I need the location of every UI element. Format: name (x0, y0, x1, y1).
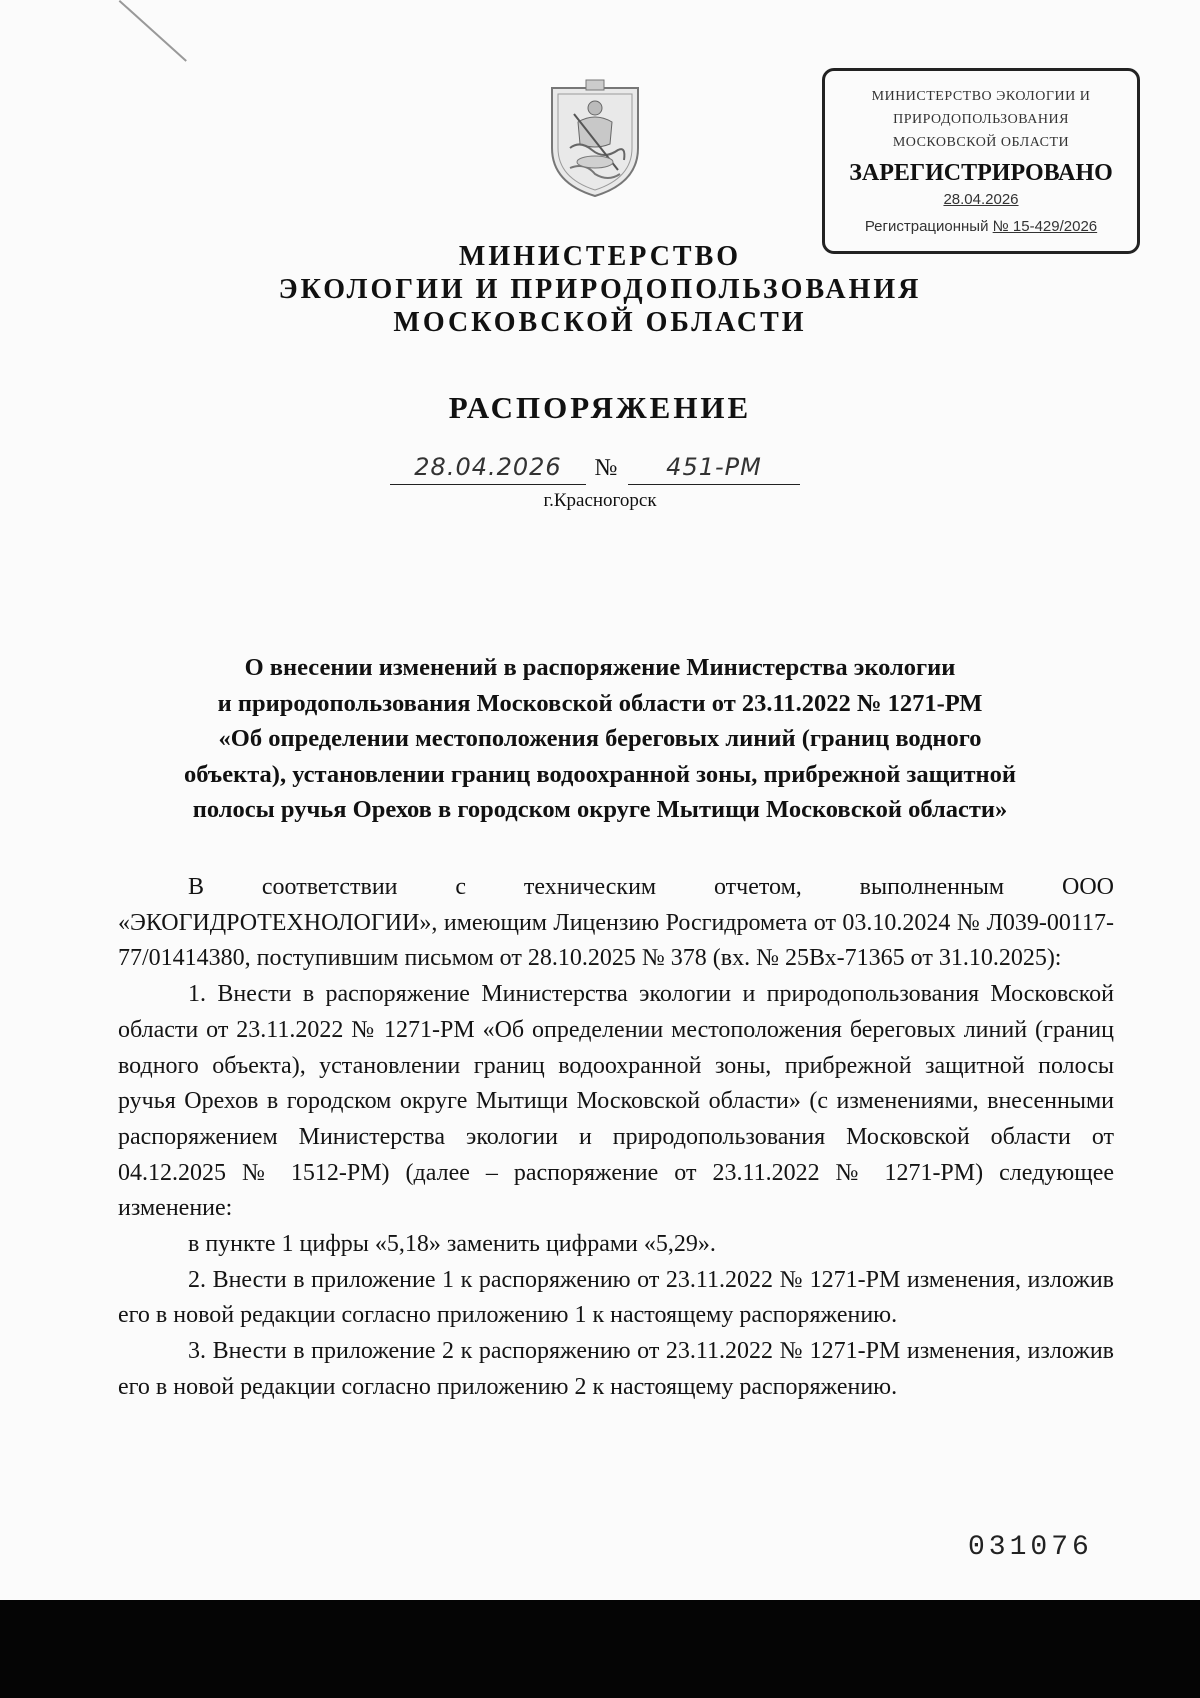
coat-of-arms-icon (540, 78, 650, 200)
stamp-organization (825, 85, 1137, 154)
registration-stamp (822, 68, 1140, 254)
document-number: 451-РМ (628, 450, 800, 485)
stamp-reg-label: Регистрационный (864, 218, 989, 235)
stamp-org-line: МИНИСТЕРСТВО ЭКОЛОГИИ И (871, 89, 1091, 104)
body-paragraph: в пункте 1 цифры «5,18» заменить цифрами «5,29». (188, 1231, 716, 1258)
ministry-line: ЭКОЛОГИИ И ПРИРОДОПОЛЬЗОВАНИЯ (278, 274, 922, 305)
body-paragraph: 2. Внести в приложение 1 к распоряжению от 23.11.2022 № 1271-РМ изменения, изложив его в новой редакции согласно приложению 1 к настоящему распоряжению. (118, 1266, 1114, 1329)
document-date: 28.04.2026 (390, 450, 586, 485)
subject-line: объекта), установлении границ водоохранной зоны, прибрежной защитной (184, 760, 1016, 788)
body-paragraph: 3. Внести в приложение 2 к распоряжению от 23.11.2022 № 1271-РМ изменения, изложив его в новой редакции согласно приложению 2 к настоящему распоряжению. (118, 1338, 1114, 1400)
subject-line: и природопользования Московской области от 23.11.2022 № 1271-РМ (217, 689, 983, 717)
body-paragraph: В соответствии с техническим отчетом, выполненным ООО «ЭКОГИДРОТЕХНОЛОГИИ», имеющим Лицензию Росгидромета от 03.10.2024 № Л039-00117-77/01414380, поступившим письмом от 28.10.2025 № 378 (вх. № 25Вх-71365 от 31.10.2025): (118, 874, 1114, 972)
document-body (118, 870, 1114, 1406)
subject-line: О внесении изменений в распоряжение Министерства экологии (244, 654, 956, 681)
stamp-status: ЗАРЕГИСТРИРОВАНО (849, 160, 1113, 186)
stamp-org-line: ПРИРОДОПОЛЬЗОВАНИЯ (893, 112, 1069, 127)
scan-artifact-line (119, 0, 187, 62)
stamp-org-line: МОСКОВСКОЙ ОБЛАСТИ (892, 135, 1070, 150)
number-label: № (594, 455, 618, 481)
body-paragraph: 1. Внести в распоряжение Министерства экологии и природопользования Московской области от 23.11.2022 № 1271-РМ «Об определении местоположения береговых линий (границ водного объекта), установлении границ водоохранной зоны, прибрежной защитной полосы ручья Орехов в городском округе Мытищи Московской области» (с изменениями, внесенными распоряжением Министерства экологии и природопользования Московской области от 04.12.2025 № 1512-РМ) (далее – распоряжение от 23.11.2022 № 1271-РМ) следующее изменение: (118, 981, 1114, 1222)
ministry-heading (160, 240, 1040, 339)
subject-line: полосы ручья Орехов в городском округе Мытищи Московской области» (192, 796, 1008, 823)
page-code: 031076 (968, 1532, 1093, 1563)
scan-bottom-bar (0, 1600, 1200, 1698)
stamp-registration (825, 218, 1137, 235)
document-subject (110, 650, 1090, 828)
document-city: г.Красногорск (543, 490, 657, 511)
ministry-line: МОСКОВСКОЙ ОБЛАСТИ (393, 307, 807, 338)
ministry-line: МИНИСТЕРСТВО (458, 241, 742, 272)
stamp-reg-number: № 15-429/2026 (992, 218, 1098, 235)
document-type: РАСПОРЯЖЕНИЕ (448, 390, 752, 425)
subject-line: «Об определении местоположения береговых линий (границ водного (218, 725, 982, 752)
stamp-date: 28.04.2026 (943, 191, 1019, 208)
